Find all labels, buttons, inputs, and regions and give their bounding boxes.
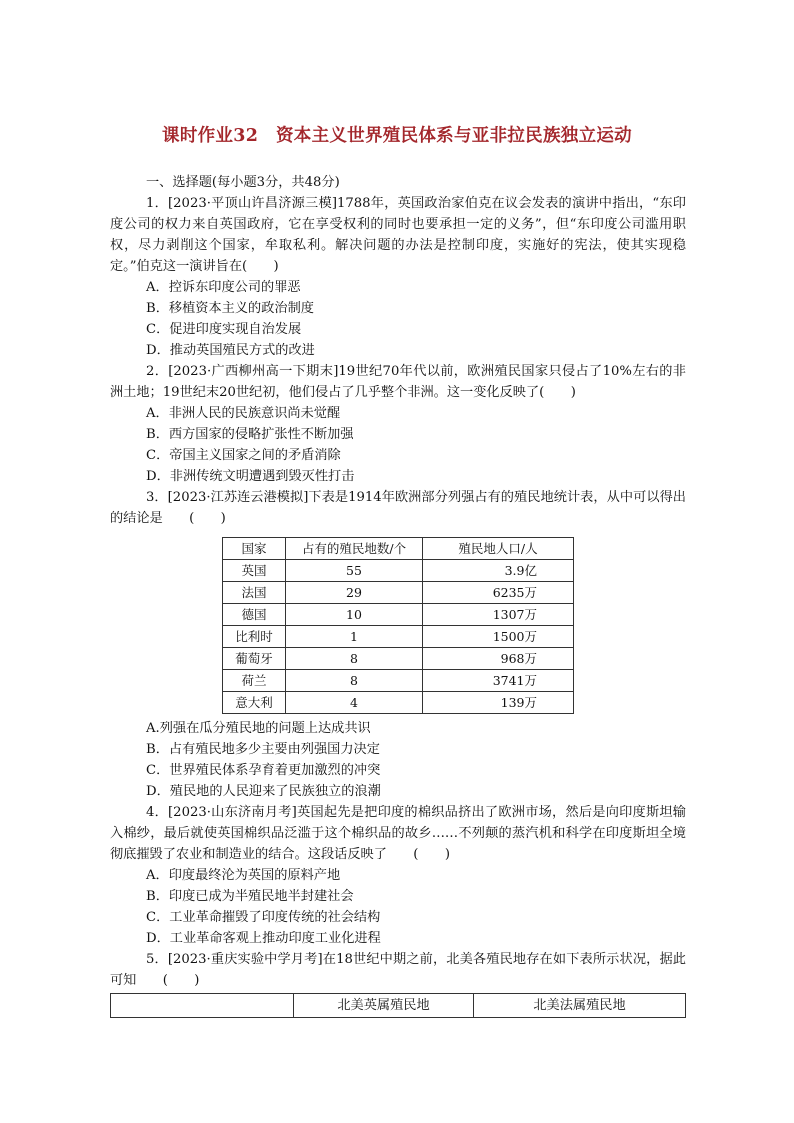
question-1 bbox=[110, 193, 686, 361]
option-d: D．推动英国殖民方式的改进 bbox=[146, 343, 315, 358]
question-stem: 2．[2023·广西柳州高一下期末]19世纪70年代以前，欧洲殖民国家只侵占了10%左右的非洲土地；19世纪末20世纪初，他们侵占了几乎整个非洲。这一变化反映了( ) bbox=[110, 364, 686, 400]
colony-comparison-table bbox=[110, 993, 686, 1018]
question-stem: 3．[2023·江苏连云港模拟]下表是1914年欧洲部分列强占有的殖民地统计表，从中可以得出的结论是 ( ) bbox=[110, 490, 686, 526]
colony-statistics-table bbox=[222, 537, 574, 714]
option-a: A.列强在瓜分殖民地的问题上达成共识 bbox=[146, 721, 371, 736]
option-c: C．工业革命摧毁了印度传统的社会结构 bbox=[146, 910, 381, 925]
page-title: 课时作业32 资本主义世界殖民体系与亚非拉民族独立运动 bbox=[162, 126, 632, 146]
colony-count-cell: 8 bbox=[286, 648, 423, 670]
option-d: D．非洲传统文明遭遇到毁灭性打击 bbox=[146, 469, 355, 484]
header-cell: 殖民地人口/人 bbox=[423, 538, 574, 560]
header-cell: 国家 bbox=[223, 538, 286, 560]
header-cell: 北美法属殖民地 bbox=[474, 994, 686, 1018]
country-cell: 意大利 bbox=[223, 692, 286, 714]
table-row bbox=[223, 692, 574, 714]
country-cell: 比利时 bbox=[223, 626, 286, 648]
worksheet-content bbox=[110, 172, 686, 1018]
section-heading: 一、选择题(每小题3分，共48分) bbox=[146, 175, 340, 190]
question-stem: 4．[2023·山东济南月考]英国起先是把印度的棉织品挤出了欧洲市场，然后是向印度斯坦输入棉纱，最后就使英国棉织品泛滥于这个棉织品的故乡……不列颠的蒸汽机和科学在印度斯坦全境彻底摧毁了农业和制造业的结合。这段话反映了 ( ) bbox=[110, 805, 686, 862]
country-cell: 葡萄牙 bbox=[223, 648, 286, 670]
question-5 bbox=[110, 949, 686, 1018]
population-cell: 139万 bbox=[423, 692, 574, 714]
colony-count-cell: 29 bbox=[286, 582, 423, 604]
option-b: B．移植资本主义的政治制度 bbox=[146, 301, 314, 316]
table-row bbox=[223, 626, 574, 648]
table-row bbox=[223, 560, 574, 582]
table-row bbox=[223, 670, 574, 692]
colony-count-cell: 4 bbox=[286, 692, 423, 714]
population-cell: 3.9亿 bbox=[423, 560, 574, 582]
colony-count-cell: 8 bbox=[286, 670, 423, 692]
table-header-row bbox=[111, 994, 686, 1018]
table-row bbox=[223, 648, 574, 670]
question-stem: 5．[2023·重庆实验中学月考]在18世纪中期之前，北美各殖民地存在如下表所示状况，据此可知 ( ) bbox=[110, 952, 686, 988]
country-cell: 德国 bbox=[223, 604, 286, 626]
colony-count-cell: 1 bbox=[286, 626, 423, 648]
population-cell: 1307万 bbox=[423, 604, 574, 626]
option-a: A．印度最终沦为英国的原料产地 bbox=[146, 868, 341, 883]
option-b: B．占有殖民地多少主要由列强国力决定 bbox=[146, 742, 380, 757]
header-cell: 占有的殖民地数/个 bbox=[286, 538, 423, 560]
population-cell: 1500万 bbox=[423, 626, 574, 648]
option-c: C．世界殖民体系孕育着更加激烈的冲突 bbox=[146, 763, 381, 778]
option-d: D．工业革命客观上推动印度工业化进程 bbox=[146, 931, 381, 946]
table-row bbox=[223, 582, 574, 604]
option-c: C．帝国主义国家之间的矛盾消除 bbox=[146, 448, 341, 463]
country-cell: 法国 bbox=[223, 582, 286, 604]
option-a: A．非洲人民的民族意识尚未觉醒 bbox=[146, 406, 341, 421]
header-cell bbox=[111, 994, 294, 1018]
colony-count-cell: 10 bbox=[286, 604, 423, 626]
colony-count-cell: 55 bbox=[286, 560, 423, 582]
population-cell: 3741万 bbox=[423, 670, 574, 692]
population-cell: 6235万 bbox=[423, 582, 574, 604]
table-header-row bbox=[223, 538, 574, 560]
question-2 bbox=[110, 361, 686, 487]
country-cell: 英国 bbox=[223, 560, 286, 582]
table-row bbox=[223, 604, 574, 626]
country-cell: 荷兰 bbox=[223, 670, 286, 692]
question-stem: 1．[2023·平顶山许昌济源三模]1788年，英国政治家伯克在议会发表的演讲中指出，“东印度公司的权力来自英国政府，它在享受权利的同时也要承担一定的义务”，但“东印度公司滥用职权，尽力剥削这个国家，牟取私利。解决问题的办法是控制印度，实施好的宪法，使其实现稳定。”伯克这一演讲旨在( ) bbox=[110, 196, 686, 274]
colony-table-wrap bbox=[110, 537, 686, 714]
option-c: C．促进印度实现自治发展 bbox=[146, 322, 302, 337]
question-3 bbox=[110, 487, 686, 802]
option-d: D．殖民地的人民迎来了民族独立的浪潮 bbox=[146, 784, 381, 799]
population-cell: 968万 bbox=[423, 648, 574, 670]
header-cell: 北美英属殖民地 bbox=[294, 994, 474, 1018]
option-a: A．控诉东印度公司的罪恶 bbox=[146, 280, 301, 295]
option-b: B．印度已成为半殖民地半封建社会 bbox=[146, 889, 354, 904]
question-4 bbox=[110, 802, 686, 949]
option-b: B．西方国家的侵略扩张性不断加强 bbox=[146, 427, 354, 442]
